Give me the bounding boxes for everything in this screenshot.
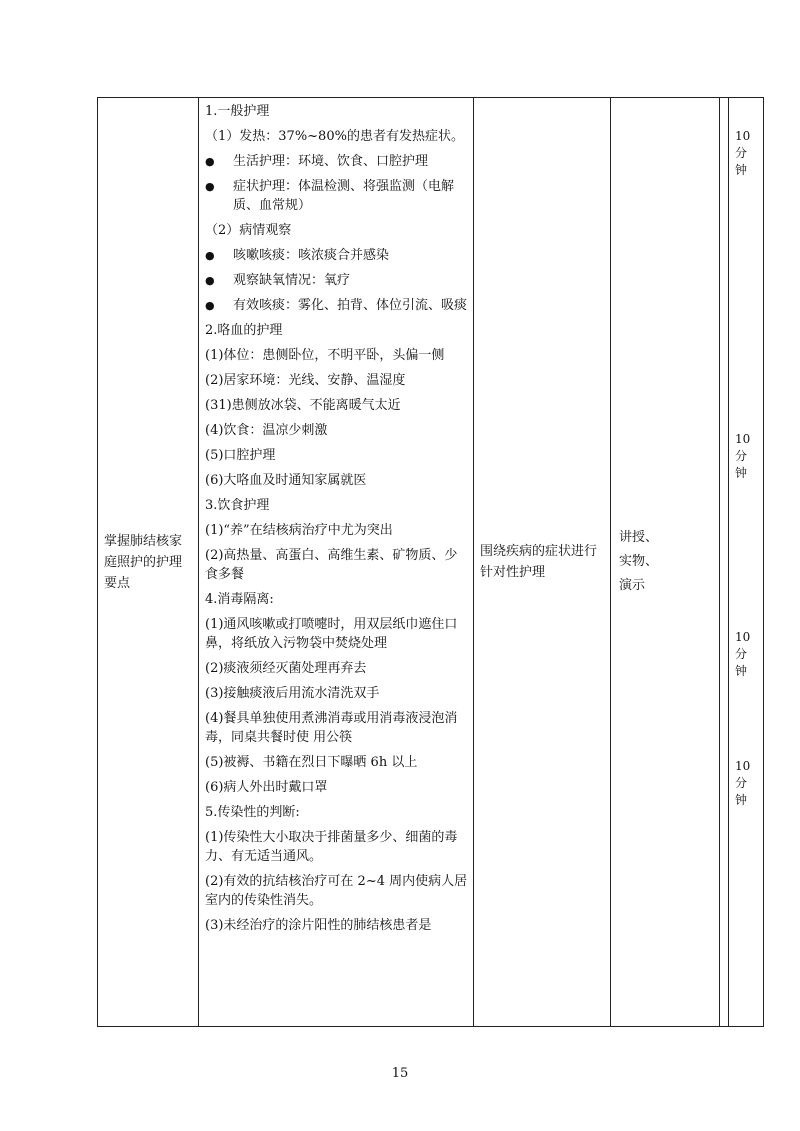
content-line: （2）病情观察 bbox=[205, 223, 292, 238]
content-line: (1)“养”在结核病治疗中尤为突出 bbox=[205, 523, 393, 538]
form-line: 实物、 bbox=[619, 554, 659, 569]
form-line: 演示 bbox=[619, 578, 646, 593]
bullet-text: 生活护理：环境、饮食、口腔护理 bbox=[233, 154, 429, 169]
content-line: 2.咯血的护理 bbox=[205, 323, 283, 338]
bullet-item bbox=[205, 152, 468, 171]
time-label: 10 分 钟 bbox=[735, 759, 751, 807]
bullet-text: 观察缺氧情况：氧疗 bbox=[233, 273, 351, 288]
page-number: 15 bbox=[391, 1066, 409, 1081]
content-line: 1.一般护理 bbox=[205, 104, 270, 119]
content-line: (2)高热量、高蛋白、高维生素、矿物质、少食多餐 bbox=[205, 548, 458, 582]
teaching-method-cell: 围绕疾病的症状进行针对性护理 bbox=[474, 98, 611, 1027]
time-label: 10 分 钟 bbox=[735, 630, 751, 678]
time-label: 10 分 钟 bbox=[735, 129, 751, 177]
content-line: (2)居家环境：光线、安静、温湿度 bbox=[205, 373, 406, 388]
bullet-text: 咳嗽咳痰：咳浓痰合并感染 bbox=[233, 248, 390, 263]
teaching-content-cell bbox=[199, 98, 474, 1027]
content-line: (3)接触痰液后用流水清洗双手 bbox=[205, 686, 380, 701]
bullet-dot-icon: ● bbox=[205, 155, 215, 168]
bullet-item bbox=[205, 271, 468, 290]
bullet-dot-icon: ● bbox=[205, 274, 215, 287]
content-line: (6)大咯血及时通知家属就医 bbox=[205, 473, 367, 488]
time-allocation-cell bbox=[729, 98, 764, 1027]
bullet-item bbox=[205, 296, 468, 315]
content-line: (1)体位：患侧卧位，不明平卧，头偏一侧 bbox=[205, 348, 445, 363]
content-line: 3.饮食护理 bbox=[205, 498, 270, 513]
content-line: (5)口腔护理 bbox=[205, 448, 276, 463]
content-line: (2)有效的抗结核治疗可在 2~4 周内使病人居室内的传染性消失。 bbox=[205, 874, 468, 908]
content-line: (2)痰液须经灭菌处理再弃去 bbox=[205, 661, 367, 676]
content-line: (5)被褥、书籍在烈日下曝晒 6h 以上 bbox=[205, 755, 418, 770]
bullet-dot-icon: ● bbox=[205, 249, 215, 262]
content-line: (31)患侧放冰袋、不能离暖气太近 bbox=[205, 398, 401, 413]
bullet-dot-icon: ● bbox=[205, 180, 215, 193]
content-line: (3)未经治疗的涂片阳性的肺结核患者是 bbox=[205, 918, 432, 933]
bullet-text: 有效咳痰：雾化、拍背、体位引流、吸痰 bbox=[233, 298, 468, 313]
content-line: (4)饮食：温凉少刺激 bbox=[205, 423, 328, 438]
content-line: (4)餐具单独使用煮沸消毒或用消毒液浸泡消毒，同桌共餐时使 用公筷 bbox=[205, 711, 458, 745]
bullet-text: 症状护理：体温检测、将强监测（电解质、血常规） bbox=[233, 179, 455, 213]
teaching-form-cell bbox=[611, 98, 720, 1027]
form-line: 讲授、 bbox=[619, 530, 659, 545]
content-line: 5.传染性的判断: bbox=[205, 805, 300, 820]
bullet-item bbox=[205, 177, 468, 215]
content-list bbox=[205, 102, 468, 935]
content-line: (1)通风咳嗽或打喷嚏时，用双层纸巾遮住口鼻，将纸放入污物袋中焚烧处理 bbox=[205, 617, 458, 651]
blank-cell bbox=[720, 98, 729, 1027]
bullet-item bbox=[205, 246, 468, 265]
lesson-plan-table bbox=[97, 97, 764, 1027]
teaching-goal-cell: 掌握肺结核家庭照护的护理要点 bbox=[98, 98, 199, 1027]
content-line: 4.消毒隔离: bbox=[205, 592, 274, 607]
content-line: （1）发热：37%~80%的患者有发热症状。 bbox=[205, 129, 464, 144]
table-row bbox=[98, 98, 764, 1027]
content-line: (1)传染性大小取决于排菌量多少、细菌的毒力、有无适当通风。 bbox=[205, 830, 458, 864]
content-line: (6)病人外出时戴口罩 bbox=[205, 780, 328, 795]
time-label: 10 分 钟 bbox=[735, 432, 751, 480]
bullet-dot-icon: ● bbox=[205, 299, 215, 312]
